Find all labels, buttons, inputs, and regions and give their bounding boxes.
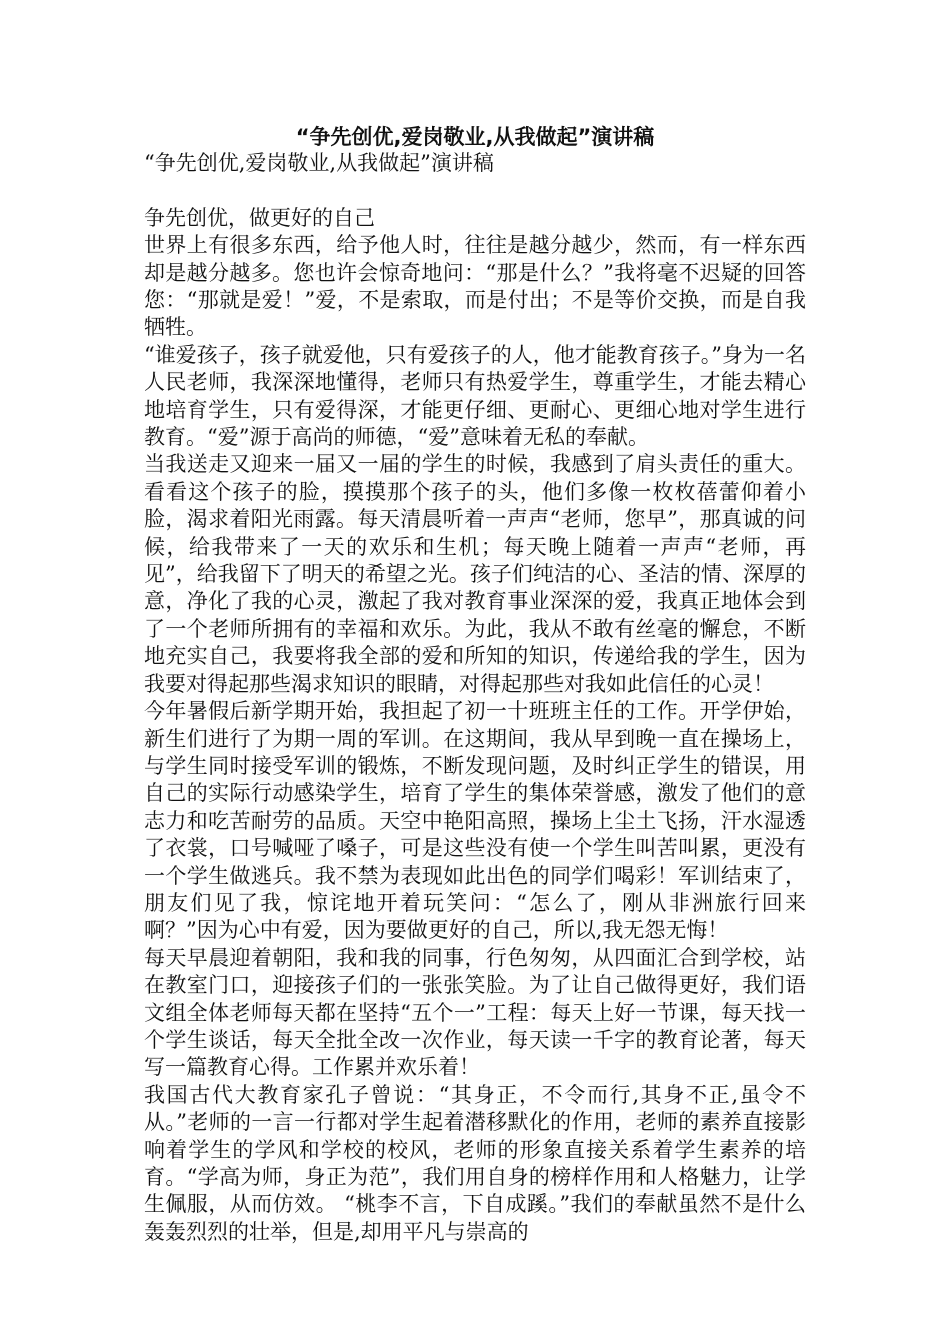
document-body xyxy=(144,150,806,1246)
blank-line xyxy=(144,177,806,204)
paragraph: 每天早晨迎着朝阳，我和我的同事，行色匆匆，从四面汇合到学校，站在教室门口，迎接孩子们的一张张笑脸。为了让自己做得更好，我们语文组全体老师每天都在坚持“五个一”工程：每天上好一节课，每天找一个学生谈话，每天全批全改一次作业，每天读一千字的教育论著，每天写一篇教育心得。工作累并欢乐着！ xyxy=(144,945,806,1080)
paragraph: 今年暑假后新学期开始，我担起了初一十班班主任的工作。开学伊始，新生们进行了为期一周的军训。在这期间，我从早到晚一直在操场上，与学生同时接受军训的锻炼，不断发现问题，及时纠正学生的错误，用自己的实际行动感染学生，培育了学生的集体荣誉感，激发了他们的意志力和吃苦耐劳的品质。天空中艳阳高照，操场上尘土飞扬，汗水湿透了衣裳，口号喊哑了嗓子，可是这些没有使一个学生叫苦叫累，更没有一个学生做逃兵。我不禁为表现如此出色的同学们喝彩！军训结束了，朋友们见了我，惊诧地开着玩笑问：“怎么了，刚从非洲旅行回来啊？”因为心中有爱，因为要做更好的自己，所以,我无怨无悔！ xyxy=(144,699,806,943)
document-subtitle: “争先创优,爱岗敬业,从我做起”演讲稿 xyxy=(144,151,494,175)
document-title: “争先创优,爱岗敬业,从我做起”演讲稿 xyxy=(295,125,655,149)
paragraph: 世界上有很多东西，给予他人时，往往是越分越少，然而，有一样东西却是越分越多。您也许会惊奇地问：“那是什么？”我将毫不迟疑的回答您：“那就是爱！”爱，不是索取，而是付出；不是等价交换，而是自我牺牲。 xyxy=(144,233,806,340)
paragraph: 当我送走又迎来一届又一届的学生的时候，我感到了肩头责任的重大。看看这个孩子的脸，摸摸那个孩子的头，他们多像一枚枚蓓蕾仰着小脸，渴求着阳光雨露。每天清晨听着一声声“老师，您早”，那真诚的问候，给我带来了一天的欢乐和生机；每天晚上随着一声声“老师，再见”，给我留下了明天的希望之光。孩子们纯洁的心、圣洁的情、深厚的意，净化了我的心灵，激起了我对教育事业深深的爱，我真正地体会到了一个老师所拥有的幸福和欢乐。为此，我从不敢有丝毫的懈怠，不断地充实自己，我要将我全部的爱和所知的知识，传递给我的学生，因为我要对得起那些渴求知识的眼睛，对得起那些对我如此信任的心灵！ xyxy=(144,452,806,696)
section-heading: 争先创优，做更好的自己 xyxy=(144,205,375,230)
paragraph: 我国古代大教育家孔子曾说：“其身正，不令而行,其身不正,虽令不从。”老师的一言一行都对学生起着潜移默化的作用，老师的素养直接影响着学生的学风和学校的校风，老师的形象直接关系着学生素养的培育。“学高为师，身正为范”，我们用自身的榜样作用和人格魅力，让学生佩服，从而仿效。 “桃李不言，下自成蹊。”我们的奉献虽然不是什么轰轰烈烈的壮举，但是,却用平凡与崇高的 xyxy=(144,1082,806,1244)
paragraph: “谁爱孩子，孩子就爱他，只有爱孩子的人，他才能教育孩子。”身为一名人民老师，我深深地懂得，老师只有热爱学生，尊重学生，才能去精心地培育学生，只有爱得深，才能更仔细、更耐心、更细心地对学生进行教育。“爱”源于高尚的师德，“爱”意味着无私的奉献。 xyxy=(144,342,806,450)
